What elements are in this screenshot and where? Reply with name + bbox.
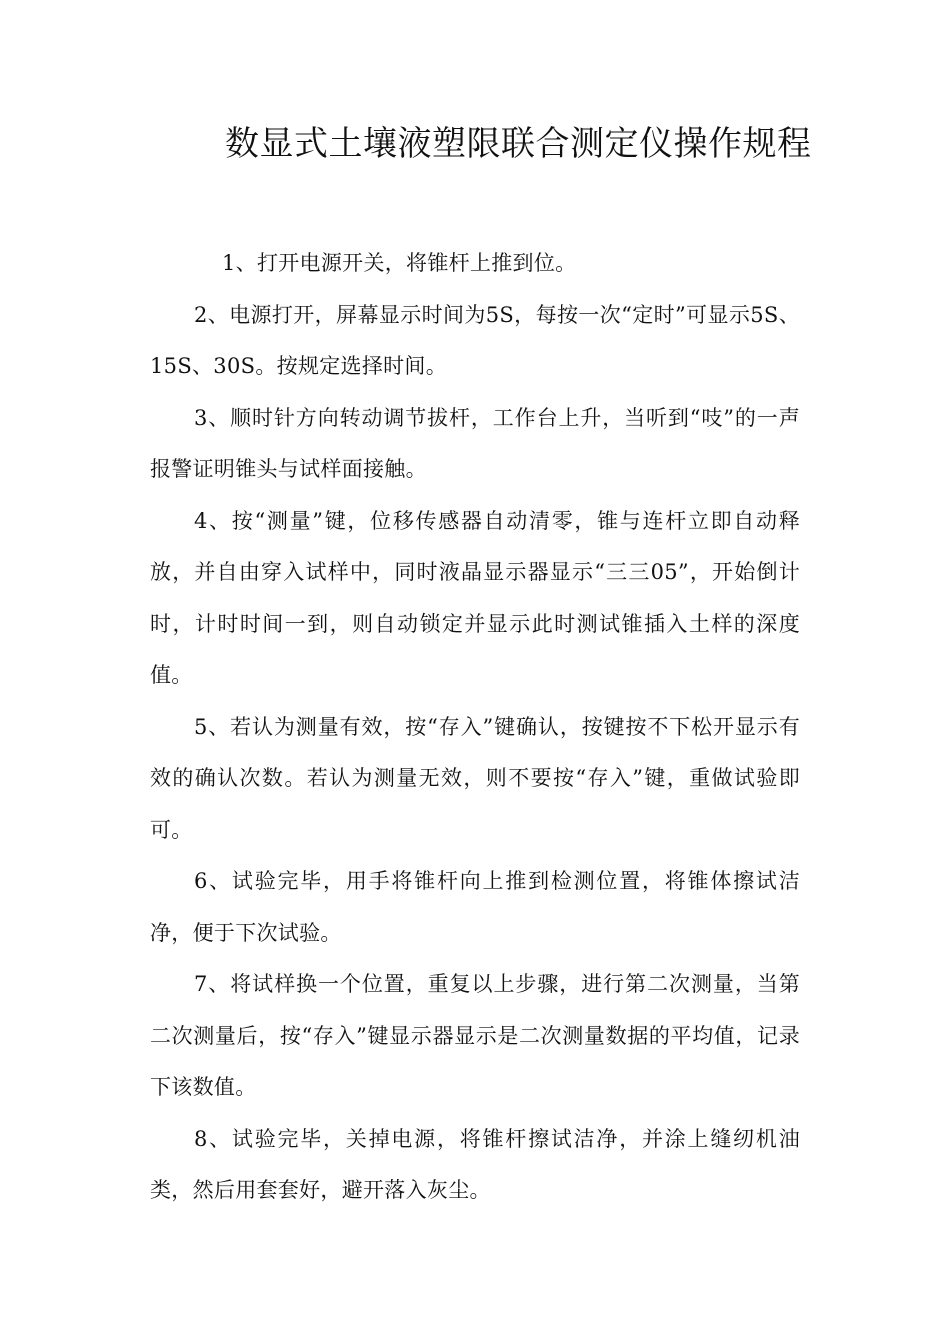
document-body — [150, 238, 800, 1217]
step-2-paragraph: 2、电源打开，屏幕显示时间为5S，每按一次“定时”可显示5S、15S、30S。按规定选择时间。 — [150, 302, 800, 378]
step-1-paragraph: 1、打开电源开关，将锥杆上推到位。 — [222, 251, 577, 275]
step-7-paragraph: 7、将试样换一个位置，重复以上步骤，进行第二次测量，当第二次测量后，按“存入”键显示器显示是二次测量数据的平均值，记录下该数值。 — [150, 972, 800, 1099]
step-3-paragraph: 3、顺时针方向转动调节拔杆，工作台上升，当听到“吱”的一声报警证明锥头与试样面接触。 — [150, 405, 800, 481]
step-4-paragraph: 4、按“测量”键，位移传感器自动清零，锥与连杆立即自动释放，并自由穿入试样中，同时液晶显示器显示“三三05”，开始倒计时，计时时间一到，则自动锁定并显示此时测试锥插入土样的深度值。 — [150, 508, 800, 687]
step-8-paragraph: 8、试验完毕，关掉电源，将锥杆擦试洁净，并涂上缝纫机油类，然后用套套好，避开落入灰尘。 — [150, 1126, 800, 1202]
document-title: 数显式土壤液塑限联合测定仪操作规程 — [225, 124, 812, 164]
step-6-paragraph: 6、试验完毕，用手将锥杆向上推到检测位置，将锥体擦试洁净，便于下次试验。 — [150, 869, 800, 945]
step-5-paragraph: 5、若认为测量有效，按“存入”键确认，按键按不下松开显示有效的确认次数。若认为测量无效，则不要按“存入”键，重做试验即可。 — [150, 714, 800, 842]
